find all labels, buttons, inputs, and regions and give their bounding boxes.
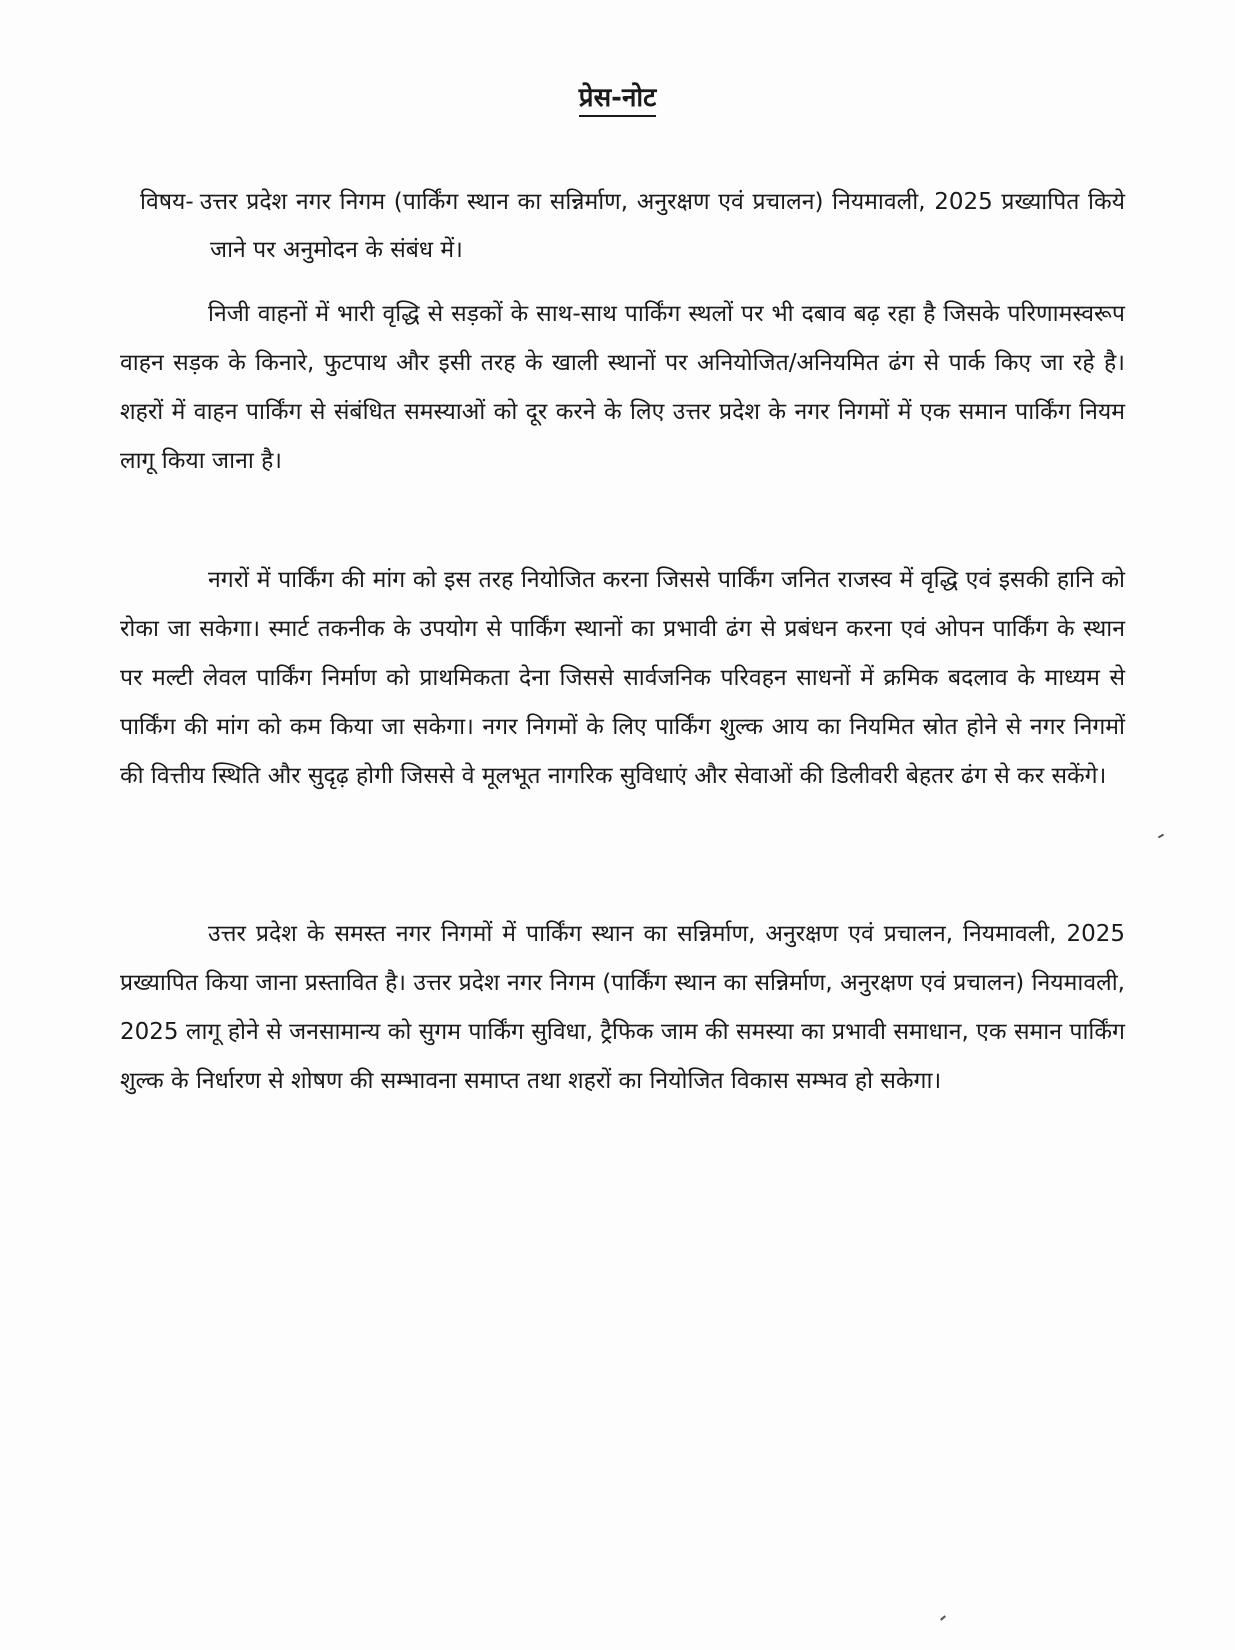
paragraph-2: नगरों में पार्किंग की मांग को इस तरह नियोजित करना जिससे पार्किंग जनित राजस्व में वृद्धि एवं इसकी हानि को रोका जा सकेगा। स्मार्ट तकनीक के उपयोग से पार्किंग स्थानों का प्रभावी ढंग से प्रबंधन करना एवं ओपन पार्किंग के स्थान पर मल्टी लेवल पार्किंग निर्माण को प्राथमिकता देना जिससे सार्वजनिक परिवहन साधनों में क्रमिक बदलाव के माध्यम से पार्किंग की मांग को कम किया जा सकेगा। नगर निगमों के लिए पार्किंग शुल्क आय का नियमित स्रोत होने से नगर निगमों की वित्तीय स्थिति और सुदृढ़ होगी जिससे वे मूलभूत नागरिक सुविधाएं और सेवाओं की डिलीवरी बेहतर ढंग से कर सकेंगे। [120,567,1125,789]
subject-line [140,178,1125,274]
paragraph-3: उत्तर प्रदेश के समस्त नगर निगमों में पार्किंग स्थान का सन्निर्माण, अनुरक्षण एवं प्रचालन, नियमावली, 2025 प्रख्यापित किया जाना प्रस्तावित है। उत्तर प्रदेश नगर निगम (पार्किंग स्थान का सन्निर्माण, अनुरक्षण एवं प्रचालन) नियमावली, 2025 लागू होने से जनसामान्य को सुगम पार्किंग सुविधा, ट्रैफिक जाम की समस्या का प्रभावी समाधान, एक समान पार्किंग शुल्क के निर्धारण से शोषण की सम्भावना समाप्त तथा शहरों का नियोजित विकास सम्भव हो सकेगा। [120,921,1125,1094]
document-title-text: प्रेस-नोट [579,83,656,117]
subject-label: विषय- [140,189,194,215]
scan-speck [940,1615,946,1620]
subject-block [140,178,1125,274]
subject-text: उत्तर प्रदेश नगर निगम (पार्किंग स्थान का सन्निर्माण, अनुरक्षण एवं प्रचालन) नियमावली, 2025 प्रख्यापित किये जाने पर अनुमोदन के संबंध में। [199,189,1125,263]
scan-speck [1158,834,1164,839]
document-title [0,78,1235,114]
paragraph-1: निजी वाहनों में भारी वृद्धि से सड़कों के साथ-साथ पार्किंग स्थलों पर भी दबाव बढ़ रहा है जिसके परिणामस्वरूप वाहन सड़क के किनारे, फुटपाथ और इसी तरह के खाली स्थानों पर अनियोजित/अनियमित ढंग से पार्क किए जा रहे है। शहरों में वाहन पार्किंग से संबंधित समस्याओं को दूर करने के लिए उत्तर प्रदेश के नगर निगमों में एक समान पार्किंग नियम लागू किया जाना है। [120,301,1125,474]
